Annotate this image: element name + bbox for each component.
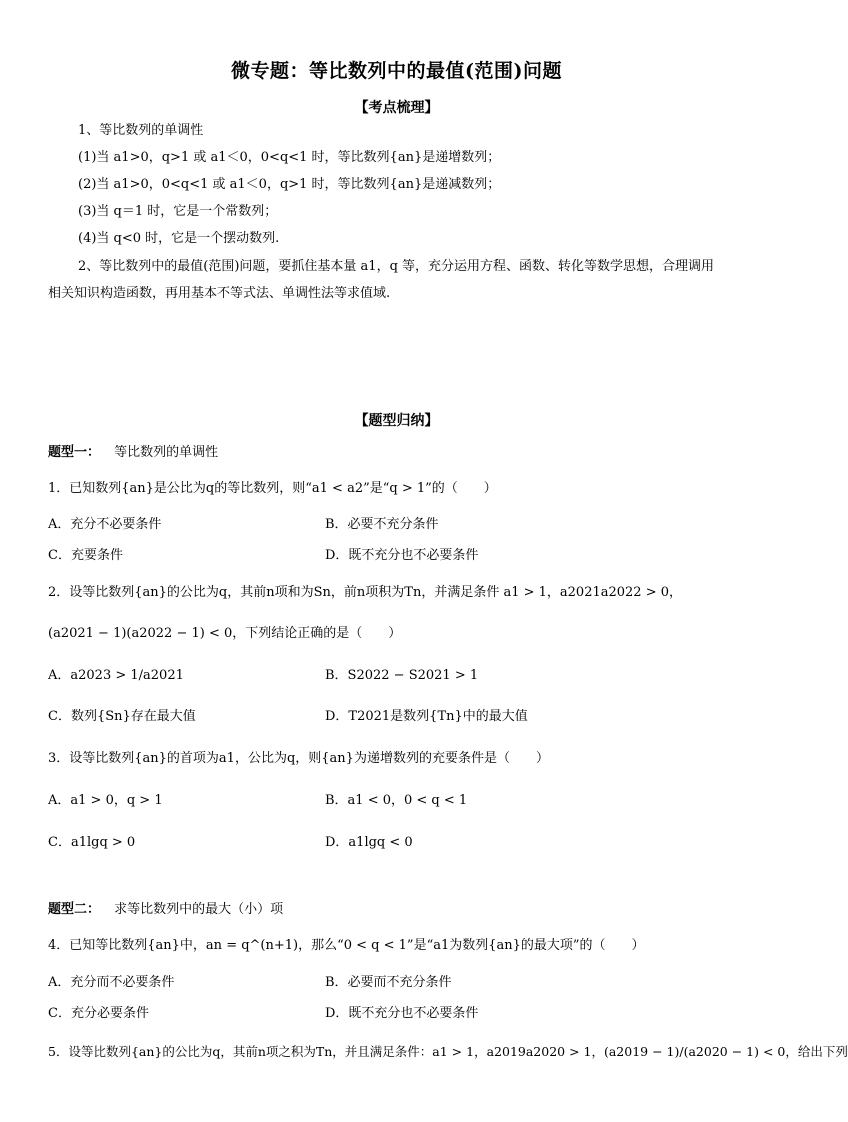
section-heading-question-types: 【题型归纳】 (354, 413, 439, 429)
section-heading-key-points: 【考点梳理】 (354, 100, 439, 116)
paragraph-3: (2)当 a1>0，0<q<1 或 a1＜0，q>1 时，等比数列{an}是递减数列； (78, 177, 501, 192)
question-4-stem: 4．已知等比数列{an}中，an = q^(n+1)，那么“0 < q < 1”是“a1为数列{an}的最大项”的（ ） (48, 938, 645, 953)
question-1-stem: 1．已知数列{an}是公比为q的等比数列，则“a1 < a2”是“q > 1”的（ ） (48, 481, 497, 496)
question-2-option-a: A．a2023 > 1/a2021 (48, 668, 184, 683)
question-5-stem: 5．设等比数列{an}的公比为q，其前n项之积为Tn，并且满足条件：a1 > 1，a2019a2020 > 1，(a2019 − 1)/(a2020 − 1) < 0，给出下列 (48, 1044, 848, 1059)
type-2-title: 求等比数列中的最大（小）项 (114, 902, 284, 917)
question-2-stem-line-2: (a2021 − 1)(a2022 − 1) < 0，下列结论正确的是（ ） (48, 626, 402, 641)
question-1-option-c: C．充要条件 (48, 548, 123, 563)
type-2-heading (48, 901, 283, 919)
question-1-option-a: A．充分不必要条件 (48, 517, 162, 532)
paragraph-4: (3)当 q＝1 时，它是一个常数列； (78, 204, 278, 219)
question-4-option-d: D．既不充分也不必要条件 (325, 1006, 479, 1021)
question-4-option-b: B．必要而不充分条件 (325, 975, 452, 990)
question-3-option-a: A．a1 > 0，q > 1 (48, 793, 163, 808)
type-1-label: 题型一： (48, 445, 101, 460)
question-3-option-d: D．a1lgq < 0 (325, 835, 413, 850)
paragraph-6-line-2: 相关知识构造函数，再用基本不等式法、单调性法等求值域. (48, 286, 391, 301)
paragraph-5: (4)当 q<0 时，它是一个摆动数列. (78, 231, 280, 246)
question-1-option-d: D．既不充分也不必要条件 (325, 548, 479, 563)
question-1-option-b: B．必要不充分条件 (325, 517, 439, 532)
type-1-title: 等比数列的单调性 (114, 445, 219, 460)
type-1-heading (48, 444, 218, 462)
paragraph-6-line-1: 2、等比数列中的最值(范围)问题，要抓住基本量 a1，q 等，充分运用方程、函数、转化等数学思想，合理调用 (78, 259, 715, 274)
paragraph-2: (1)当 a1>0，q>1 或 a1＜0，0<q<1 时，等比数列{an}是递增数列； (78, 150, 501, 165)
question-2-option-b: B．S2022 − S2021 > 1 (325, 668, 479, 683)
question-2-option-c: C．数列{Sn}存在最大值 (48, 709, 196, 724)
question-4-option-c: C．充分必要条件 (48, 1006, 149, 1021)
paragraph-1: 1、等比数列的单调性 (78, 123, 204, 138)
question-3-stem: 3．设等比数列{an}的首项为a1，公比为q，则{an}为递增数列的充要条件是（ ） (48, 751, 549, 766)
question-3-option-b: B．a1 < 0，0 < q < 1 (325, 793, 468, 808)
question-2-stem-line-1: 2．设等比数列{an}的公比为q，其前n项和为Sn，前n项积为Tn，并满足条件 a1 > 1，a2021a2022 > 0， (48, 585, 683, 600)
type-2-label: 题型二： (48, 902, 101, 917)
question-3-option-c: C．a1lgq > 0 (48, 835, 136, 850)
question-2-option-d: D．T2021是数列{Tn}中的最大值 (325, 709, 528, 724)
question-4-option-a: A．充分而不必要条件 (48, 975, 175, 990)
page-title: 微专题：等比数列中的最值(范围)问题 (231, 60, 562, 82)
